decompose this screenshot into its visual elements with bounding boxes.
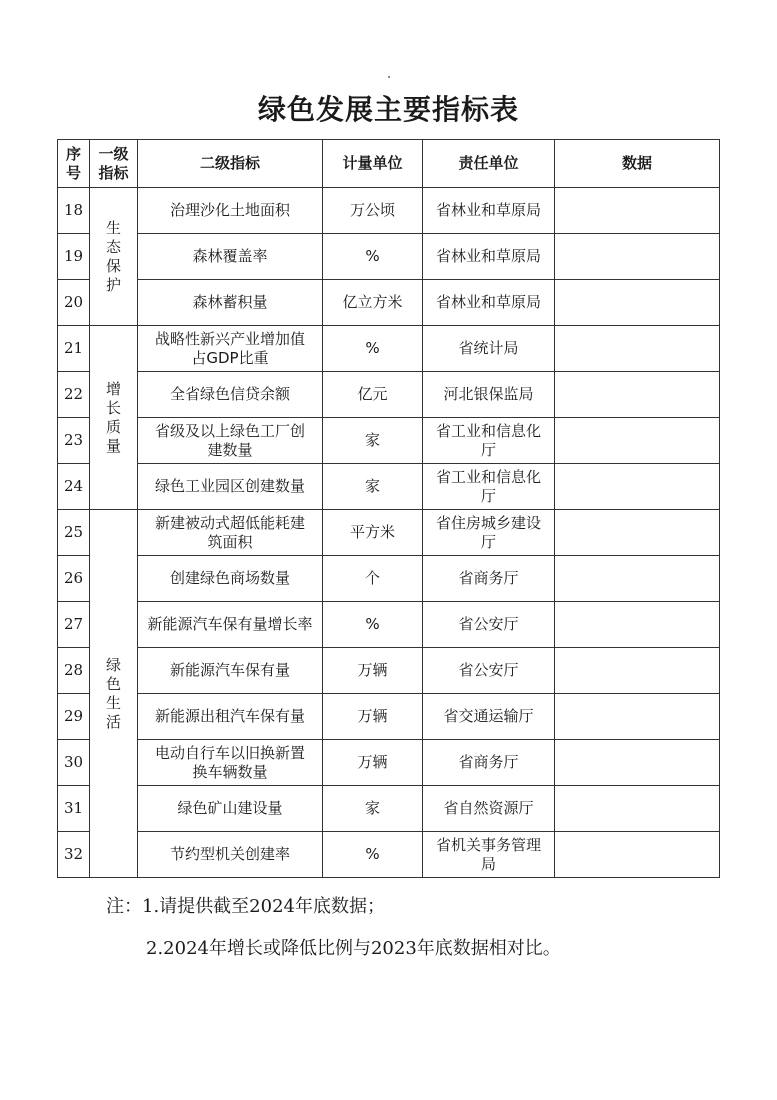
row-unit: %: [323, 832, 423, 878]
row-dept: 省交通运输厅: [423, 694, 555, 740]
header-row: [58, 140, 720, 188]
row-unit: 家: [323, 418, 423, 464]
row-indicator: 创建绿色商场数量: [138, 556, 323, 602]
row-indicator: 节约型机关创建率: [138, 832, 323, 878]
row-indicator: 电动自行车以旧换新置换车辆数量: [138, 740, 323, 786]
header-unit: 计量单位: [323, 140, 423, 188]
row-data-cell[interactable]: [555, 510, 720, 556]
table-row: [58, 372, 720, 418]
row-unit: 亿元: [323, 372, 423, 418]
row-dept: 省商务厅: [423, 740, 555, 786]
row-indicator: 绿色矿山建设量: [138, 786, 323, 832]
header-seq: 序号: [58, 140, 90, 188]
indicator-table: [57, 139, 720, 878]
table-row: [58, 326, 720, 372]
row-unit: %: [323, 602, 423, 648]
table-row: [58, 648, 720, 694]
row-dept: 省林业和草原局: [423, 188, 555, 234]
row-seq: 23: [58, 418, 90, 464]
header-dept: 责任单位: [423, 140, 555, 188]
row-seq: 20: [58, 280, 90, 326]
row-data-cell[interactable]: [555, 188, 720, 234]
row-data-cell[interactable]: [555, 694, 720, 740]
table-row: [58, 602, 720, 648]
row-unit: 个: [323, 556, 423, 602]
row-unit: 万公顷: [323, 188, 423, 234]
row-seq: 22: [58, 372, 90, 418]
row-dept: 省工业和信息化厅: [423, 418, 555, 464]
row-dept: 省统计局: [423, 326, 555, 372]
header-level2: 二级指标: [138, 140, 323, 188]
row-seq: 21: [58, 326, 90, 372]
row-dept: 河北银保监局: [423, 372, 555, 418]
row-unit: %: [323, 326, 423, 372]
note-line-2: 2.2024年增长或降低比例与2023年底数据相对比。: [146, 938, 561, 959]
page-title: 绿色发展主要指标表: [257, 93, 519, 126]
row-dept: 省林业和草原局: [423, 280, 555, 326]
row-seq: 25: [58, 510, 90, 556]
table-row: [58, 786, 720, 832]
table-row: [58, 740, 720, 786]
row-indicator: 绿色工业园区创建数量: [138, 464, 323, 510]
table-row: [58, 694, 720, 740]
table-row: [58, 234, 720, 280]
row-data-cell[interactable]: [555, 326, 720, 372]
row-data-cell[interactable]: [555, 556, 720, 602]
row-data-cell[interactable]: [555, 786, 720, 832]
scan-dot: [388, 76, 390, 78]
row-data-cell[interactable]: [555, 234, 720, 280]
row-seq: 30: [58, 740, 90, 786]
row-unit: 万辆: [323, 740, 423, 786]
row-seq: 27: [58, 602, 90, 648]
row-indicator: 战略性新兴产业增加值占GDP比重: [138, 326, 323, 372]
table-row: [58, 188, 720, 234]
group-growth: 增长质量: [90, 326, 138, 510]
row-indicator: 森林蓄积量: [138, 280, 323, 326]
row-indicator: 新能源汽车保有量: [138, 648, 323, 694]
row-seq: 32: [58, 832, 90, 878]
row-data-cell[interactable]: [555, 740, 720, 786]
row-indicator: 新能源出租汽车保有量: [138, 694, 323, 740]
group-eco: 生态保护: [90, 188, 138, 326]
row-dept: 省林业和草原局: [423, 234, 555, 280]
row-seq: 29: [58, 694, 90, 740]
row-data-cell[interactable]: [555, 648, 720, 694]
row-data-cell[interactable]: [555, 418, 720, 464]
row-seq: 28: [58, 648, 90, 694]
row-dept: 省工业和信息化厅: [423, 464, 555, 510]
row-indicator: 全省绿色信贷余额: [138, 372, 323, 418]
table-row: [58, 280, 720, 326]
row-seq: 26: [58, 556, 90, 602]
group-life: 绿色生活: [90, 510, 138, 878]
row-data-cell[interactable]: [555, 832, 720, 878]
table-row: [58, 556, 720, 602]
row-indicator: 省级及以上绿色工厂创建数量: [138, 418, 323, 464]
row-dept: 省机关事务管理局: [423, 832, 555, 878]
row-unit: 平方米: [323, 510, 423, 556]
row-seq: 18: [58, 188, 90, 234]
row-indicator: 治理沙化土地面积: [138, 188, 323, 234]
row-unit: %: [323, 234, 423, 280]
table-row: [58, 464, 720, 510]
row-data-cell[interactable]: [555, 372, 720, 418]
header-data: 数据: [555, 140, 720, 188]
row-indicator: 森林覆盖率: [138, 234, 323, 280]
header-level1: 一级指标: [90, 140, 138, 188]
row-seq: 19: [58, 234, 90, 280]
row-indicator: 新能源汽车保有量增长率: [138, 602, 323, 648]
row-data-cell[interactable]: [555, 602, 720, 648]
row-unit: 亿立方米: [323, 280, 423, 326]
row-seq: 31: [58, 786, 90, 832]
row-dept: 省自然资源厅: [423, 786, 555, 832]
row-dept: 省公安厅: [423, 602, 555, 648]
row-dept: 省公安厅: [423, 648, 555, 694]
row-unit: 家: [323, 464, 423, 510]
row-unit: 家: [323, 786, 423, 832]
row-dept: 省住房城乡建设厅: [423, 510, 555, 556]
row-data-cell[interactable]: [555, 280, 720, 326]
row-seq: 24: [58, 464, 90, 510]
table-row: [58, 510, 720, 556]
row-dept: 省商务厅: [423, 556, 555, 602]
row-unit: 万辆: [323, 694, 423, 740]
row-indicator: 新建被动式超低能耗建筑面积: [138, 510, 323, 556]
table-row: [58, 418, 720, 464]
table-row: [58, 832, 720, 878]
note-line-1: 注：1.请提供截至2024年底数据；: [106, 896, 385, 917]
row-data-cell[interactable]: [555, 464, 720, 510]
row-unit: 万辆: [323, 648, 423, 694]
